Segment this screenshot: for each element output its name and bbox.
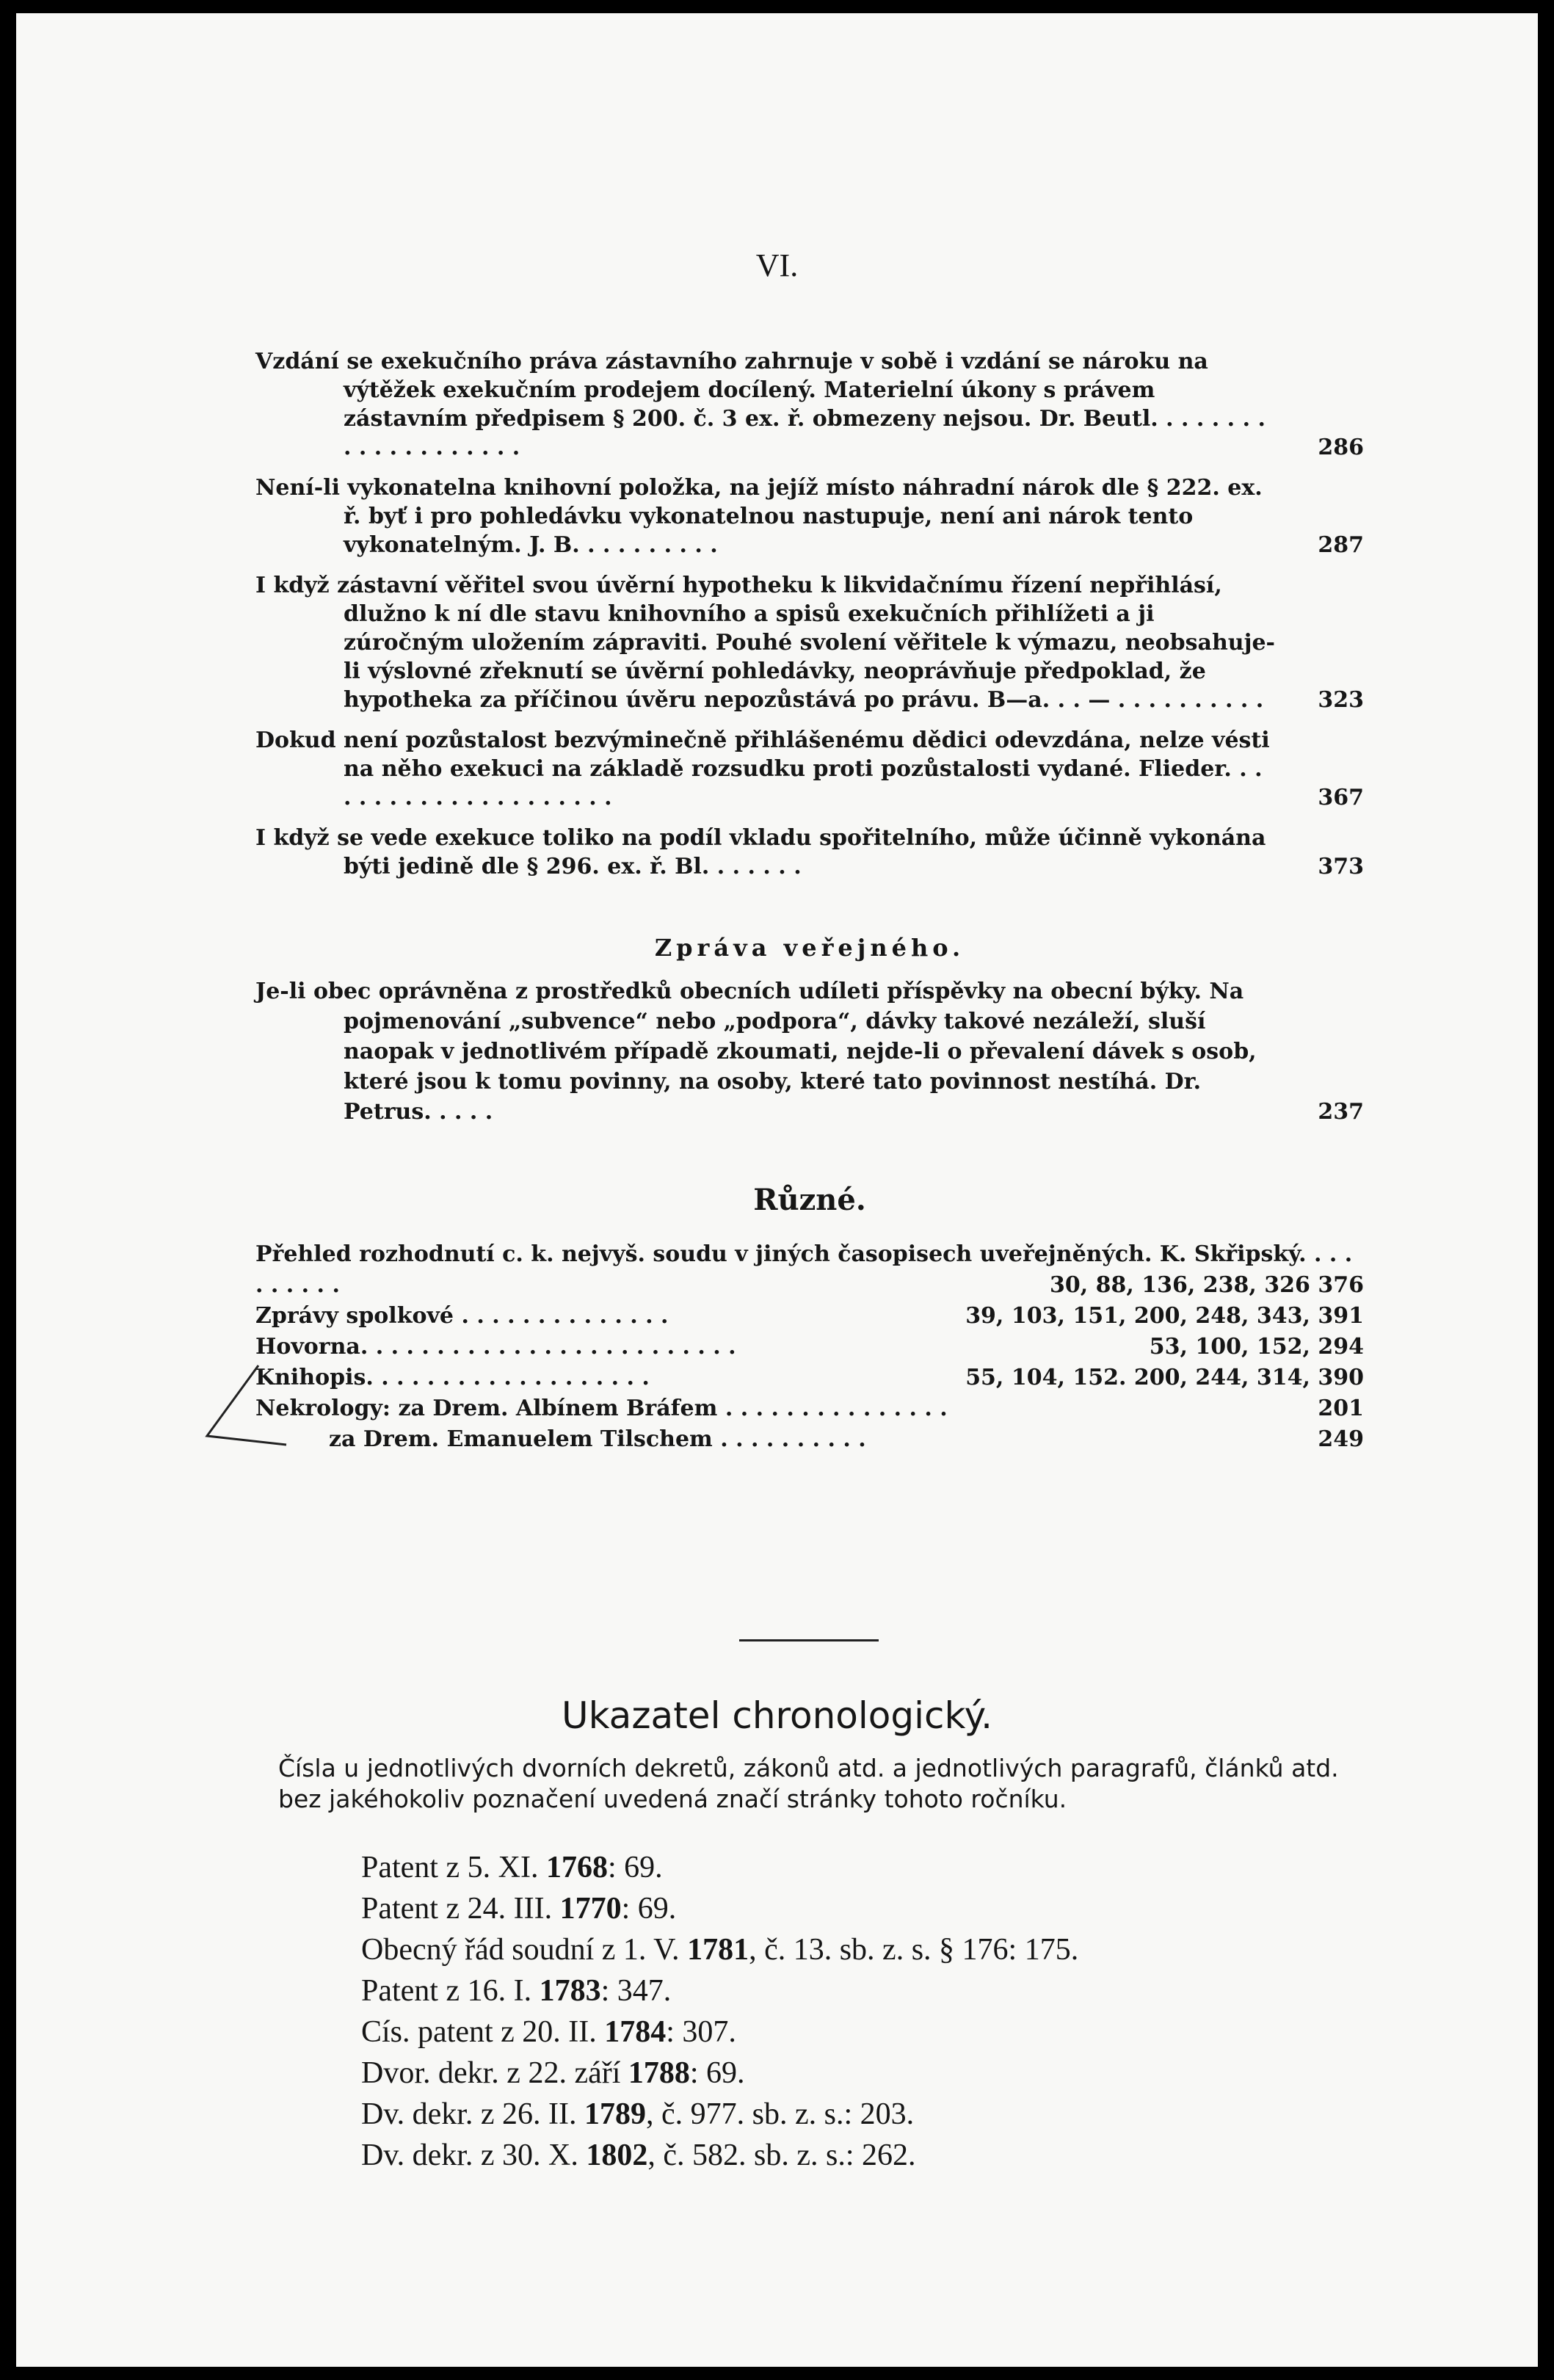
chrono-pre: Patent z 5. XI.: [361, 1851, 546, 1884]
misc-row: [255, 1424, 1364, 1455]
zprava-page: 237: [1318, 1099, 1364, 1125]
entry-text: Dokud není pozůstalost bezvýminečně přihlášenému dědici odevzdána, nelze vésti na něho exekuci na základě rozsudku proti pozůstalosti vydané. Flieder. . . . . . . . . . . . . . . . . . . . .: [255, 728, 1270, 810]
entry: [255, 571, 1364, 714]
chrono-year: 1770: [559, 1892, 622, 1926]
chrono-item: [361, 1970, 1389, 2011]
entry: [255, 726, 1364, 812]
zprava-text: Je-li obec oprávněna z prostředků obecních udíleti příspěvky na obecní býky. Na pojmenování „subvence“ nebo „podpora“, dávky takové nezáleží, sluší naopak v jednotlivém případě zkoumati, nejde-li o převalení dávek s osob, které jsou k tomu povinny, na osoby, které tato povinnost nestíhá. Dr. Petrus. . . . .: [255, 979, 1257, 1125]
entry-text: Není-li vykonatelna knihovní položka, na jejíž místo náhradní nárok dle § 222. ex. ř. byť i pro pohledávku vykonatelnou nastupuje, není ani nárok tento vykonatelným. J. B. . . . . . . . . .: [255, 475, 1263, 558]
entry: [255, 474, 1364, 559]
entry-page: 286: [1318, 435, 1364, 460]
chrono-post: : 69.: [689, 2056, 745, 2090]
chrono-pre: Patent z 16. I.: [361, 1974, 540, 2008]
misc-pages: 249: [1318, 1426, 1364, 1452]
entries-section: [255, 347, 1364, 1455]
chrono-list: [361, 1847, 1389, 2176]
misc-pages: 30, 88, 136, 238, 326 376: [1050, 1272, 1364, 1298]
chrono-pre: Obecný řád soudní z 1. V.: [361, 1933, 688, 1967]
chrono-item: [361, 2135, 1389, 2176]
entry-text: I když se vede exekuce toliko na podíl vkladu spořitelního, může účinně vykonána býti jedině dle § 296. ex. ř. Bl. . . . . . .: [255, 825, 1266, 879]
chrono-year: 1802: [586, 2138, 648, 2172]
misc-row: [255, 1363, 1364, 1393]
pencil-mark-icon: [200, 1363, 288, 1451]
chrono-item: [361, 1929, 1389, 1970]
document-page: [16, 13, 1538, 2367]
entry-page: 367: [1318, 785, 1364, 810]
misc-label: Nekrology: za Drem. Albínem Bráfem . . . . . . . . . . . . . . .: [255, 1396, 948, 1421]
chrono-post: : 69.: [607, 1851, 663, 1884]
chrono-post: : 307.: [666, 2015, 736, 2049]
chrono-item: [361, 1847, 1389, 1888]
entry-text: I když zástavní věřitel svou úvěrní hypotheku k likvidačnímu řízení nepřihlásí, dlužno k ní dle stavu knihovního a spisů exekučních přihlížeti a ji zúročným uložením zápraviti. Pouhé svolení věřitele k výmazu, neobsahuje-li výslovné zřeknutí se úvěrní pohledávky, neoprávňuje předpoklad, že hypotheka za příčinou úvěru nepozůstává po právu. B—a. . . — . . . . . . . . . .: [255, 573, 1275, 713]
entry-text: Vzdání se exekučního práva zástavního zahrnuje v sobě i vzdání se nároku na výtěžek exekučním prodejem docílený. Materielní úkony s právem zástavním předpisem § 200. č. 3 ex. ř. obmezeny nejsou. Dr. Beutl. . . . . . . . . . . . . . . . . . . .: [255, 349, 1266, 460]
chrono-year: 1784: [604, 2015, 667, 2049]
chrono-pre: Patent z 24. III.: [361, 1892, 560, 1926]
ruzne-title: Různé.: [753, 1183, 866, 1217]
chrono-year: 1768: [545, 1851, 608, 1884]
chrono-year: 1783: [539, 1974, 601, 2008]
chrono-pre: Dv. dekr. z 26. II.: [361, 2097, 585, 2131]
ukazatel-intro: Čísla u jednotlivých dvorních dekretů, zákonů atd. a jednotlivých paragrafů, článků atd. bez jakéhokoliv poznačení uvedená značí stránky tohoto ročníku.: [278, 1754, 1339, 1813]
chrono-pre: Dv. dekr. z 30. X.: [361, 2138, 587, 2172]
entry: [255, 824, 1364, 881]
chrono-year: 1781: [687, 1933, 749, 1967]
section-divider: [739, 1639, 879, 1641]
entry-page: 373: [1318, 854, 1364, 879]
misc-pages: 201: [1318, 1396, 1364, 1421]
chrono-post: : 347.: [600, 1974, 672, 2008]
entry: [255, 347, 1364, 462]
chrono-item: [361, 2053, 1389, 2094]
chrono-item: [361, 1888, 1389, 1929]
chrono-post: , č. 582. sb. z. s.: 262.: [647, 2138, 916, 2172]
misc-row: [255, 1239, 1364, 1301]
misc-label: Přehled rozhodnutí c. k. nejvyš. soudu v jiných časopisech uveřejněných. K. Skřipský. . . . . . . . . .: [255, 1241, 1353, 1298]
entry-page: 287: [1318, 532, 1364, 558]
misc-pages: 39, 103, 151, 200, 248, 343, 391: [965, 1303, 1364, 1329]
chrono-item: [361, 2011, 1389, 2053]
zprava-entry: [255, 976, 1364, 1127]
misc-row: [255, 1332, 1364, 1363]
misc-label: Knihopis. . . . . . . . . . . . . . . . . . .: [255, 1365, 650, 1390]
chrono-year: 1788: [628, 2056, 690, 2090]
misc-pages: 53, 100, 152, 294: [1149, 1334, 1364, 1360]
misc-pages: 55, 104, 152. 200, 244, 314, 390: [965, 1365, 1364, 1390]
misc-label: Hovorna. . . . . . . . . . . . . . . . . . . . . . . . .: [255, 1334, 736, 1360]
chrono-post: : 69.: [621, 1892, 677, 1926]
misc-row: [255, 1393, 1364, 1424]
misc-label: Zprávy spolkové . . . . . . . . . . . . . .: [255, 1303, 669, 1329]
entry-page: 323: [1318, 687, 1364, 713]
ukazatel-title: Ukazatel chronologický.: [562, 1694, 992, 1737]
page-folio: VI.: [755, 247, 799, 283]
misc-label: za Drem. Emanuelem Tilschem . . . . . . . . . .: [329, 1426, 866, 1452]
chrono-item: [361, 2094, 1389, 2135]
chrono-pre: Dvor. dekr. z 22. září: [361, 2056, 628, 2090]
zprava-heading: Zpráva veřejného.: [654, 934, 965, 962]
chrono-pre: Cís. patent z 20. II.: [361, 2015, 605, 2049]
chrono-post: , č. 977. sb. z. s.: 203.: [646, 2097, 915, 2131]
misc-row: [255, 1301, 1364, 1332]
chrono-post: , č. 13. sb. z. s. § 176: 175.: [749, 1933, 1079, 1967]
chrono-year: 1789: [584, 2097, 647, 2131]
